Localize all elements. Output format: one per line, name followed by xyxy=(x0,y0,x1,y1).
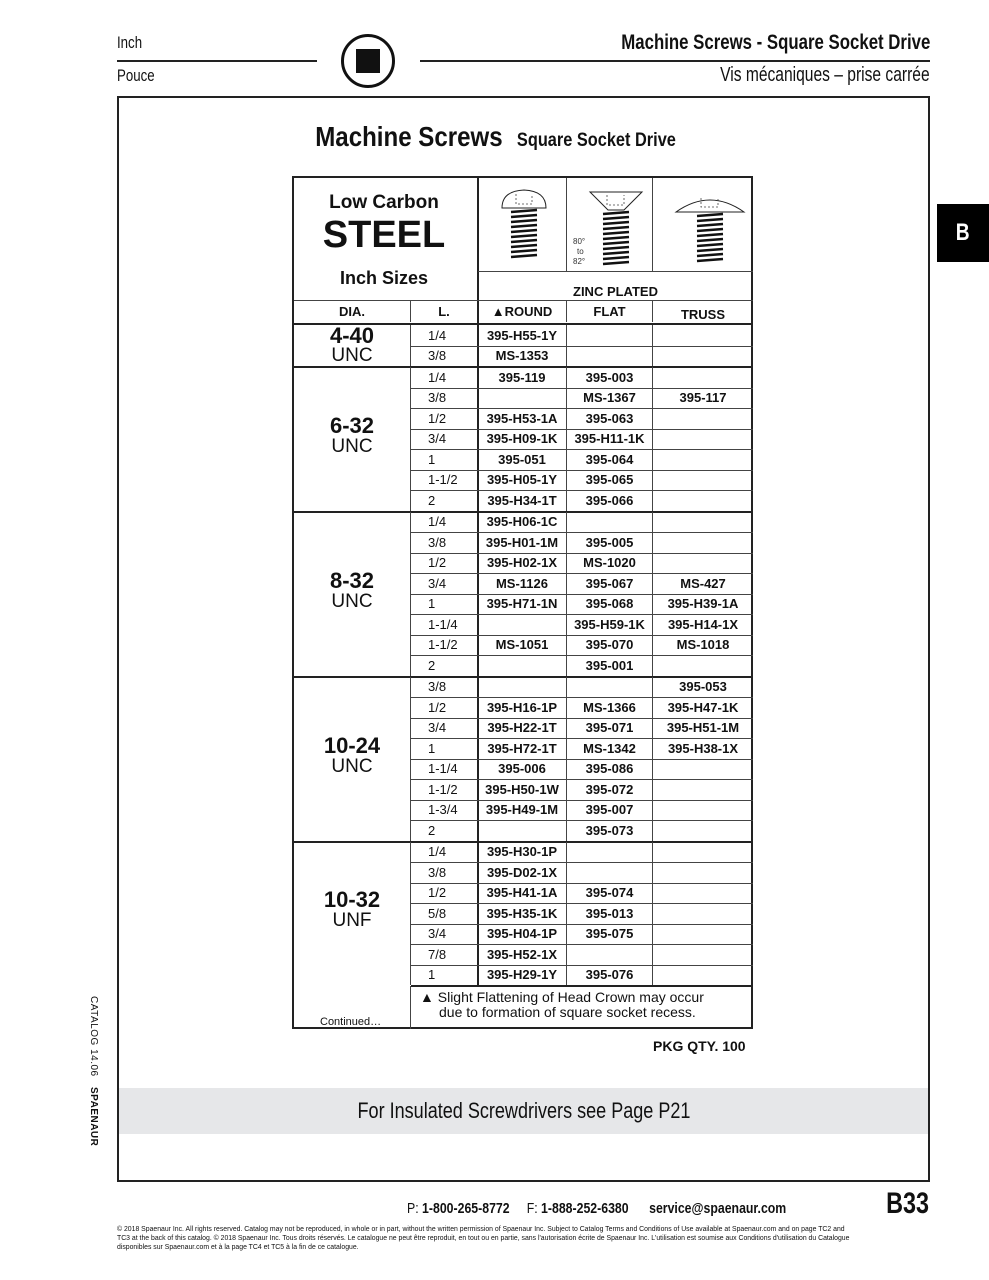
table-row xyxy=(294,614,753,635)
thread-type-label: UNC xyxy=(331,435,373,457)
table-row xyxy=(294,590,753,615)
part-number-truss xyxy=(653,532,753,553)
table-row xyxy=(294,408,753,429)
part-number-truss xyxy=(653,553,753,574)
part-number-truss xyxy=(653,779,753,800)
part-number-truss[interactable]: 395-H47-1K xyxy=(667,699,739,715)
part-number-round[interactable]: 395-H22-1T xyxy=(487,720,557,736)
part-number-truss xyxy=(653,512,753,533)
part-number-flat[interactable]: 395-074 xyxy=(585,885,634,901)
table-row xyxy=(294,779,753,800)
part-number-round[interactable]: 395-119 xyxy=(498,369,546,385)
unit-label-french: Pouce xyxy=(117,66,155,85)
cross-reference-link[interactable]: For Insulated Screwdrivers see Page P21 xyxy=(357,1098,690,1123)
cross-reference-banner[interactable] xyxy=(119,1088,928,1134)
table-row xyxy=(294,883,753,904)
part-number-truss xyxy=(653,842,753,863)
svg-text:80°: 80° xyxy=(573,237,586,246)
length-cell: 1/4 xyxy=(428,514,447,530)
part-number-round[interactable]: 395-H16-1P xyxy=(486,699,558,715)
diameter-label: 6-32 xyxy=(329,412,375,438)
material-grade: Low Carbon xyxy=(329,192,439,213)
phone-number[interactable]: 1-800-265-8772 xyxy=(422,1200,510,1217)
page-number: B33 xyxy=(886,1187,929,1220)
length-cell: 3/8 xyxy=(428,348,447,364)
table-row xyxy=(294,346,753,367)
header-rule-left xyxy=(117,60,317,62)
part-number-flat[interactable]: 395-065 xyxy=(585,472,634,488)
length-cell: 3/8 xyxy=(428,679,447,695)
package-quantity: PKG QTY. 100 xyxy=(653,1038,746,1054)
part-number-truss xyxy=(653,367,753,388)
length-cell: 2 xyxy=(428,492,436,508)
part-number-flat[interactable]: 395-067 xyxy=(585,575,634,591)
part-number-flat xyxy=(567,346,652,367)
table-row xyxy=(294,800,753,821)
thread-type-label: UNC xyxy=(331,344,373,366)
material-name: STEEL xyxy=(322,214,446,256)
length-cell: 1/4 xyxy=(428,327,447,343)
part-number-truss xyxy=(653,346,753,367)
email-link[interactable]: service@spaenaur.com xyxy=(649,1200,787,1217)
part-number-truss[interactable]: 395-053 xyxy=(679,679,727,695)
part-number-flat[interactable]: 395-003 xyxy=(585,369,634,385)
part-number-truss[interactable]: 395-H38-1X xyxy=(667,740,739,756)
length-cell: 1-1/2 xyxy=(428,472,458,488)
part-number-round[interactable]: 395-H53-1A xyxy=(486,410,558,426)
part-number-flat[interactable]: 395-086 xyxy=(585,761,634,777)
section-tab-label: B xyxy=(956,219,970,246)
page-title xyxy=(0,121,989,153)
part-number-flat[interactable]: 395-H59-1K xyxy=(574,616,645,632)
length-cell: 1/2 xyxy=(428,699,447,715)
square-socket-icon xyxy=(341,34,395,88)
flat-head-screw-icon xyxy=(572,188,648,270)
part-number-truss xyxy=(653,862,753,883)
continued-label: Continued… xyxy=(320,1016,382,1028)
part-number-flat xyxy=(567,842,652,863)
part-number-round[interactable]: MS-1051 xyxy=(495,637,549,653)
part-number-flat[interactable]: 395-063 xyxy=(585,410,634,426)
part-number-truss xyxy=(653,820,753,841)
part-number-round[interactable]: MS-1126 xyxy=(495,575,549,591)
table-row xyxy=(294,490,753,511)
truss-head-screw-icon xyxy=(672,190,748,270)
part-number-truss[interactable]: 395-H14-1X xyxy=(667,616,739,632)
column-header-dia: DIA. xyxy=(339,303,365,319)
section-tab[interactable] xyxy=(937,204,989,262)
length-cell: 3/8 xyxy=(428,534,447,550)
part-number-truss xyxy=(653,449,753,470)
table-row xyxy=(294,755,753,780)
part-number-truss xyxy=(653,655,753,676)
part-number-round xyxy=(478,655,566,676)
table-row xyxy=(294,573,753,594)
table-row xyxy=(294,842,753,863)
length-cell: 3/8 xyxy=(428,864,447,880)
header-rule-right xyxy=(420,60,930,62)
part-number-round[interactable]: 395-H55-1Y xyxy=(486,327,558,343)
table-row xyxy=(294,388,753,409)
part-number-truss xyxy=(653,429,753,450)
part-number-flat[interactable]: 395-073 xyxy=(585,822,634,838)
part-number-truss xyxy=(653,965,753,986)
length-cell: 1-3/4 xyxy=(428,802,458,818)
part-number-flat[interactable]: 395-075 xyxy=(585,926,634,942)
table-row xyxy=(294,738,753,759)
table-row xyxy=(294,429,753,450)
part-number-truss[interactable]: MS-427 xyxy=(680,575,726,591)
length-cell: 7/8 xyxy=(428,946,447,962)
table-row xyxy=(294,944,753,965)
part-number-round[interactable]: 395-H72-1T xyxy=(487,740,557,756)
part-number-flat[interactable]: MS-1366 xyxy=(583,699,636,715)
part-number-round[interactable]: 395-H71-1N xyxy=(486,596,558,612)
footnote-line-2: due to formation of square socket recess. xyxy=(439,1004,696,1020)
part-number-flat[interactable]: 395-071 xyxy=(585,720,634,736)
part-number-truss xyxy=(653,470,753,491)
footnote xyxy=(420,990,704,1020)
part-number-round xyxy=(478,614,566,635)
part-number-round[interactable]: 395-H06-1C xyxy=(486,514,558,530)
part-number-round[interactable]: 395-051 xyxy=(498,451,546,467)
length-cell: 1-1/4 xyxy=(428,616,458,632)
part-number-truss xyxy=(653,800,753,821)
part-number-flat[interactable]: 395-001 xyxy=(585,657,634,673)
table-row xyxy=(294,635,753,656)
part-number-truss xyxy=(653,924,753,945)
part-number-round[interactable]: 395-H34-1T xyxy=(487,492,557,508)
length-cell: 3/4 xyxy=(428,720,447,736)
fax-number: 1-888-252-6380 xyxy=(541,1200,629,1217)
part-number-flat[interactable]: 395-066 xyxy=(585,492,634,508)
table-row xyxy=(294,965,753,986)
length-cell: 3/4 xyxy=(428,926,447,942)
table-row xyxy=(294,903,753,924)
part-number-flat xyxy=(567,862,652,883)
thread-type-label: UNC xyxy=(331,590,373,612)
column-header-truss: TRUSS xyxy=(680,306,726,322)
part-number-round[interactable]: 395-H04-1P xyxy=(486,926,558,942)
section-title: Machine Screws - Square Socket Drive xyxy=(620,31,930,54)
part-number-truss xyxy=(653,883,753,904)
part-number-round xyxy=(478,820,566,841)
table-row xyxy=(294,553,753,574)
page-title-main: Machine Screws xyxy=(315,121,503,152)
part-number-round[interactable]: 395-H09-1K xyxy=(486,431,558,447)
part-number-flat xyxy=(567,325,652,346)
part-number-truss[interactable]: 395-117 xyxy=(679,390,727,406)
length-cell: 1-1/2 xyxy=(428,637,458,653)
table-row xyxy=(294,470,753,491)
section-title-french: Vis mécaniques – prise carrée xyxy=(720,64,930,86)
unit-label-english: Inch xyxy=(117,33,143,52)
part-number-round[interactable]: 395-H35-1K xyxy=(486,905,558,921)
thread-type-label: UNC xyxy=(331,755,373,777)
part-number-flat[interactable]: 395-H11-1K xyxy=(574,431,645,447)
part-number-flat[interactable]: 395-064 xyxy=(585,451,634,467)
svg-text:82°: 82° xyxy=(573,257,586,266)
part-number-round[interactable]: 395-H49-1M xyxy=(485,802,559,818)
column-header-flat: FLAT xyxy=(593,303,626,319)
length-cell: 1/2 xyxy=(428,555,447,571)
table-row xyxy=(294,532,753,553)
length-cell: 3/4 xyxy=(428,575,447,591)
part-number-flat[interactable]: 395-005 xyxy=(585,534,634,550)
table-row xyxy=(294,924,753,945)
svg-text:to: to xyxy=(577,247,584,256)
table-row xyxy=(294,322,753,348)
part-number-round xyxy=(478,677,566,698)
part-number-round[interactable]: 395-H02-1X xyxy=(486,555,558,571)
table-row xyxy=(294,862,753,883)
length-cell: 1 xyxy=(428,596,436,612)
table-row xyxy=(294,697,753,718)
part-number-flat[interactable]: 395-068 xyxy=(585,596,634,612)
part-number-flat[interactable]: 395-076 xyxy=(585,967,634,983)
length-cell: 1/2 xyxy=(428,410,447,426)
part-number-flat[interactable]: 395-070 xyxy=(585,637,634,653)
finish-label: ZINC PLATED xyxy=(573,283,658,299)
legal-line-1: © 2018 Spaenaur Inc. All rights reserved. Catalog may not be reproduced, in whole or in part, without the written permission of Spaenaur Inc. Subject to Catalog Terms and Conditions of Use available at Spaenaur.com and on page TC2 and xyxy=(117,1224,845,1233)
legal-line-3: disponibles sur Spaenaur.com et à la page TC4 et TC5 à la fin de ce catalogue. xyxy=(117,1242,359,1251)
length-cell: 3/8 xyxy=(428,390,447,406)
part-number-round[interactable]: 395-H01-1M xyxy=(485,534,559,550)
diameter-label: 4-40 xyxy=(329,322,375,348)
part-number-truss xyxy=(653,944,753,965)
length-cell: 1-1/2 xyxy=(428,781,458,797)
table-row xyxy=(294,655,753,676)
part-number-flat xyxy=(567,512,652,533)
part-number-round[interactable]: 395-H41-1A xyxy=(486,885,558,901)
table-row xyxy=(294,449,753,470)
part-number-flat[interactable]: 395-007 xyxy=(585,802,634,818)
part-number-truss xyxy=(653,325,753,346)
part-number-round xyxy=(478,388,566,409)
length-cell: 5/8 xyxy=(428,905,447,921)
part-number-round[interactable]: 395-D02-1X xyxy=(486,864,558,880)
length-cell: 3/4 xyxy=(428,431,447,447)
part-number-truss xyxy=(653,490,753,511)
part-number-flat[interactable]: 395-072 xyxy=(585,781,634,797)
thread-type-label: UNF xyxy=(332,910,372,932)
part-number-round[interactable]: 395-H50-1W xyxy=(485,781,559,797)
table-row xyxy=(294,820,753,841)
part-number-truss xyxy=(653,903,753,924)
length-cell: 2 xyxy=(428,657,436,673)
part-number-flat xyxy=(567,677,652,698)
part-number-truss xyxy=(653,408,753,429)
diameter-label: 10-32 xyxy=(323,887,381,913)
part-number-round[interactable]: 395-H30-1P xyxy=(486,844,558,860)
length-cell: 2 xyxy=(428,822,436,838)
footnote-line-1: ▲ Slight Flattening of Head Crown may occur xyxy=(420,989,704,1005)
part-number-truss[interactable]: 395-H51-1M xyxy=(666,720,740,736)
length-cell: 1/4 xyxy=(428,844,447,860)
part-number-round[interactable]: MS-1353 xyxy=(495,348,549,364)
round-head-screw-icon xyxy=(494,186,554,266)
contact-info xyxy=(407,1200,786,1217)
part-number-truss[interactable]: MS-1018 xyxy=(676,637,730,653)
length-cell: 1-1/4 xyxy=(428,761,458,777)
part-number-flat[interactable]: MS-1020 xyxy=(583,555,636,571)
part-number-flat[interactable]: MS-1367 xyxy=(583,390,636,406)
diameter-label: 10-24 xyxy=(323,732,381,758)
length-cell: 1/2 xyxy=(428,885,447,901)
part-number-flat[interactable]: 395-013 xyxy=(585,905,634,921)
table-row xyxy=(294,367,753,388)
legal-notice xyxy=(117,1224,932,1251)
legal-line-2: TC3 at the back of this catalog. © 2018 Spaenaur Inc. Tous droits réservés. Le catalogue ne peut être reproduit, en tout ou en partie, sans l'autorisation écrite de Spaenaur Inc. L'utilisation est soumise aux Conditions d'utilisation du Catalogue xyxy=(117,1233,850,1242)
part-number-truss[interactable]: 395-H39-1A xyxy=(667,596,739,612)
page-title-sub: Square Socket Drive xyxy=(517,130,677,151)
length-cell: 1/4 xyxy=(428,369,447,385)
column-header-round: ▲ROUND xyxy=(491,303,553,319)
column-header-length: L. xyxy=(438,303,450,319)
length-cell: 1 xyxy=(428,967,436,983)
length-cell: 1 xyxy=(428,740,436,756)
phone-label: P: xyxy=(407,1200,419,1217)
part-number-round[interactable]: 395-H52-1X xyxy=(486,946,558,962)
table-row xyxy=(294,512,753,533)
part-number-truss xyxy=(653,759,753,780)
table-row xyxy=(294,718,753,739)
part-number-round[interactable]: 395-006 xyxy=(498,761,546,777)
diameter-label: 8-32 xyxy=(329,567,375,593)
catalog-version: CATALOG 14.06 xyxy=(88,996,99,1077)
table-row xyxy=(294,677,753,698)
size-system: Inch Sizes xyxy=(339,268,429,288)
fax-label: F: xyxy=(526,1200,538,1217)
part-number-round[interactable]: 395-H29-1Y xyxy=(486,967,558,983)
part-number-round[interactable]: 395-H05-1Y xyxy=(486,472,558,488)
part-number-flat[interactable]: MS-1342 xyxy=(583,740,636,756)
part-number-flat xyxy=(567,944,652,965)
product-table xyxy=(292,176,753,1029)
brand-spine-label: SPAENAUR xyxy=(88,1087,99,1147)
length-cell: 1 xyxy=(428,451,436,467)
